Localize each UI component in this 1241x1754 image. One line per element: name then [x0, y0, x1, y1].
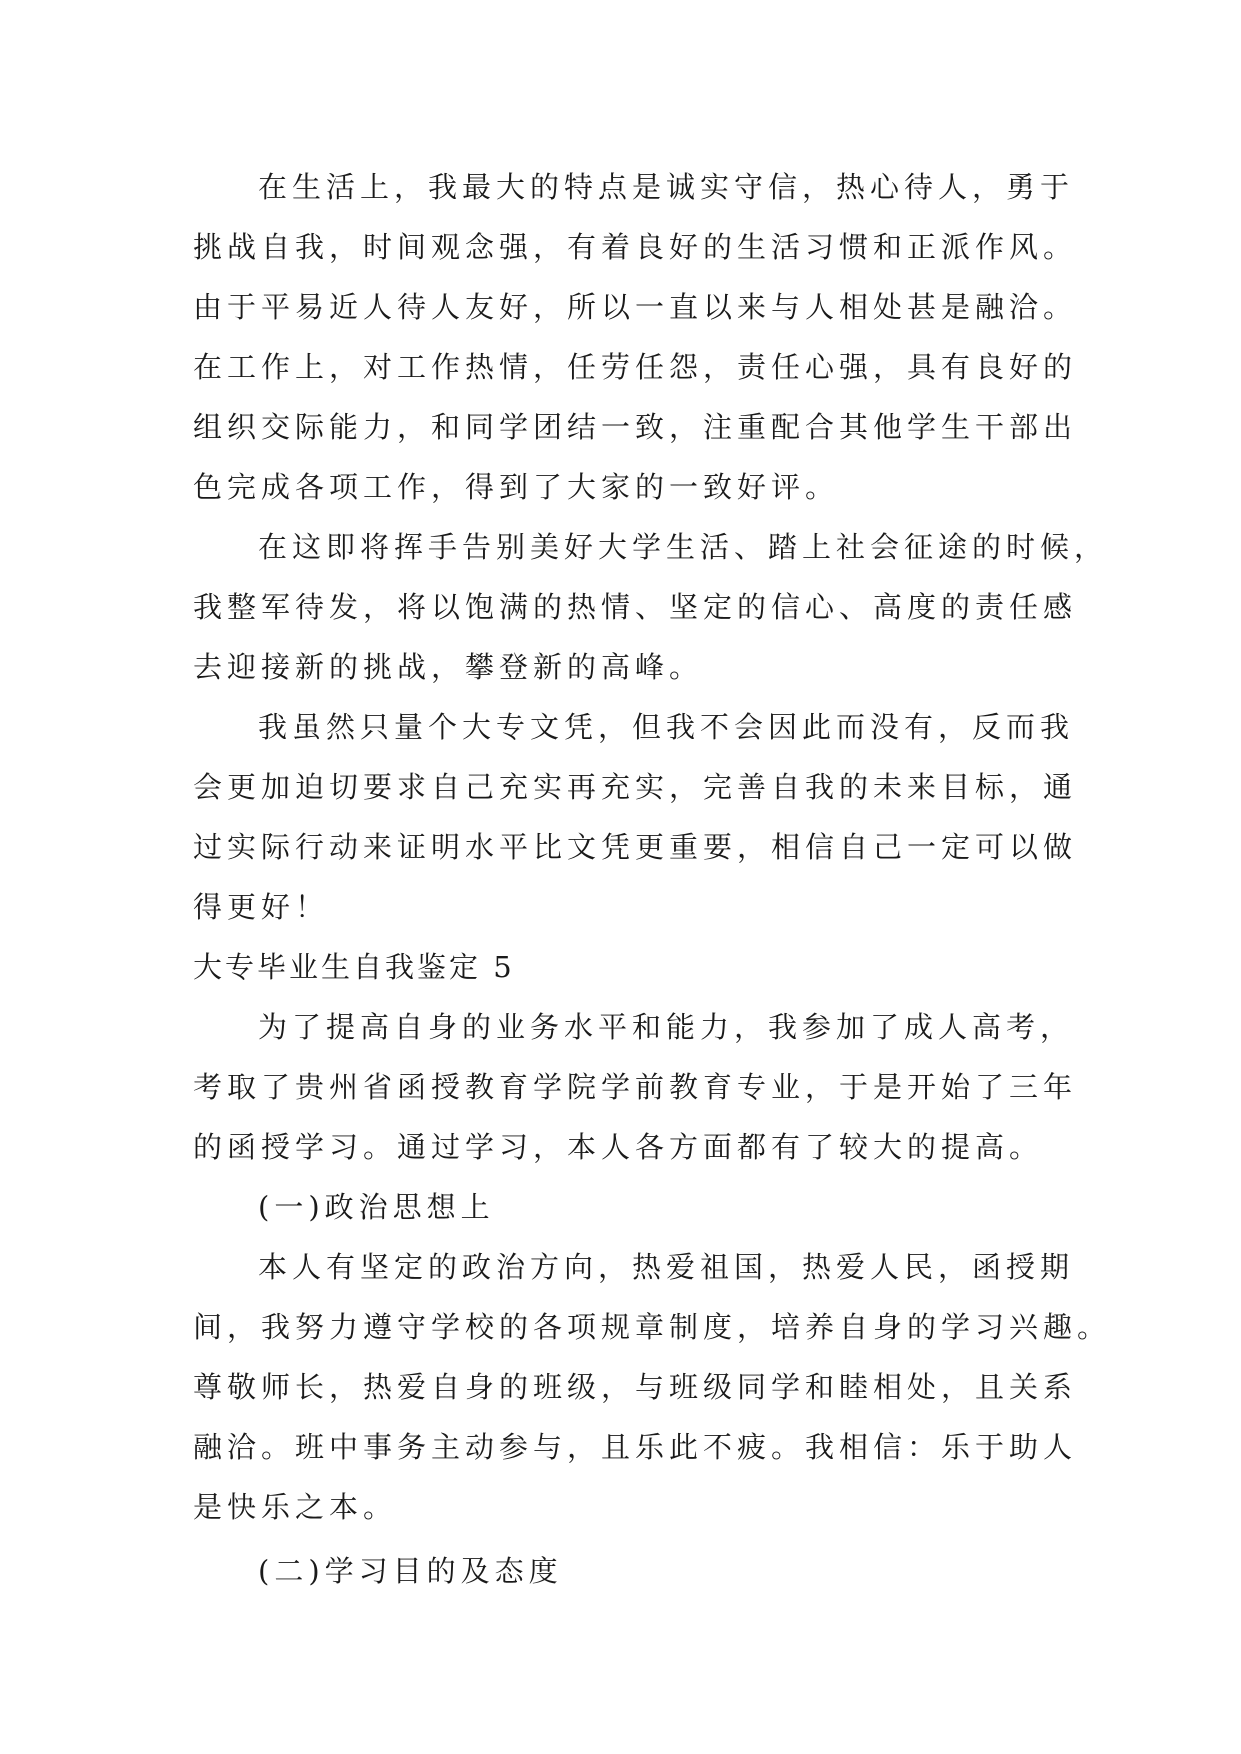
paragraph-line: 得更好！ [193, 890, 330, 924]
paragraph-line: 组织交际能力，和同学团结一致，注重配合其他学生干部出 [193, 410, 1078, 444]
paragraph-line: 的函授学习。通过学习，本人各方面都有了较大的提高。 [193, 1130, 1044, 1164]
document-body [193, 157, 1112, 1601]
paragraph-line: 过实际行动来证明水平比文凭更重要，相信自己一定可以做 [193, 830, 1078, 864]
paragraph-line: 在工作上，对工作热情，任劳任怨，责任心强，具有良好的 [193, 350, 1078, 384]
paragraph-line: 本人有坚定的政治方向，热爱祖国，热爱人民，函授期 [258, 1250, 1075, 1284]
paragraph-line: 尊敬师长，热爱自身的班级，与班级同学和睦相处，且关系 [193, 1370, 1078, 1404]
paragraph-line: 考取了贵州省函授教育学院学前教育专业，于是开始了三年 [193, 1070, 1078, 1104]
paragraph-line: 挑战自我，时间观念强，有着良好的生活习惯和正派作风。 [193, 230, 1078, 264]
paragraph-line: 由于平易近人待人友好，所以一直以来与人相处甚是融洽。 [193, 290, 1078, 324]
paragraph-line: 是快乐之本。 [193, 1490, 398, 1524]
section-heading: 大专毕业生自我鉴定 5 [193, 950, 515, 984]
paragraph-line: 我虽然只量个大专文凭，但我不会因此而没有，反而我 [258, 710, 1075, 744]
paragraph-line: 我整军待发，将以饱满的热情、坚定的信心、高度的责任感 [193, 590, 1078, 624]
paragraph-line: 色完成各项工作，得到了大家的一致好评。 [193, 470, 840, 504]
paragraph-line: 在生活上，我最大的特点是诚实守信，热心待人，勇于 [258, 170, 1075, 204]
paragraph-line: 在这即将挥手告别美好大学生活、踏上社会征途的时候， [258, 530, 1109, 564]
subsection-heading: (二)学习目的及态度 [258, 1554, 563, 1588]
paragraph-line: 为了提高自身的业务水平和能力，我参加了成人高考， [258, 1010, 1075, 1044]
paragraph-line: 会更加迫切要求自己充实再充实，完善自我的未来目标，通 [193, 770, 1078, 804]
subsection-heading: (一)政治思想上 [258, 1190, 495, 1224]
paragraph-line: 间，我努力遵守学校的各项规章制度，培养自身的学习兴趣。 [193, 1310, 1112, 1344]
paragraph-line: 融洽。班中事务主动参与，且乐此不疲。我相信：乐于助人 [193, 1430, 1078, 1464]
paragraph-line: 去迎接新的挑战，攀登新的高峰。 [193, 650, 704, 684]
